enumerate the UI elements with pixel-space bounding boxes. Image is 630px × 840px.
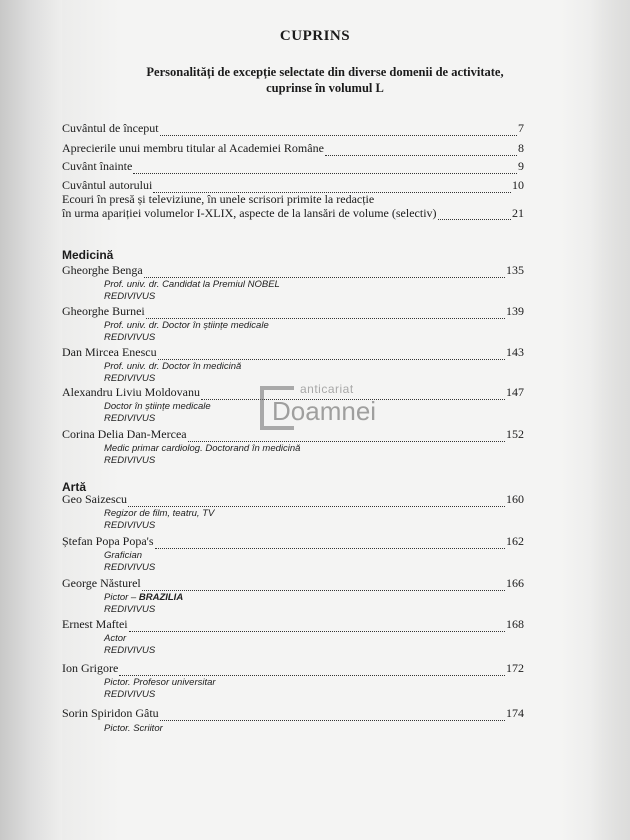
toc-entry-label: Ecouri în presă și televiziune, în unele scrisori primite la redacție — [62, 192, 375, 206]
entry-tag: REDIVIVUS — [104, 604, 156, 615]
toc-page-number: 143 — [506, 345, 524, 359]
leader-dots — [129, 620, 505, 632]
entry-tag: REDIVIVUS — [104, 562, 156, 573]
entry-description: Regizor de film, teatru, TV REDIVIVUS — [104, 508, 215, 531]
toc-page-number: 168 — [506, 617, 524, 631]
toc-entry — [62, 262, 524, 278]
watermark-big-text: Doamnei — [272, 396, 377, 426]
leader-dots — [142, 579, 505, 591]
subtitle-line-1: Personalități de excepție selectate din diverse domenii de activitate, — [146, 65, 504, 79]
toc-page-number: 147 — [506, 385, 524, 399]
toc-page-number: 21 — [512, 206, 524, 220]
leader-dots — [160, 124, 517, 136]
entry-country: BRAZILIA — [138, 592, 184, 603]
toc-entry-label: Sorin Spiridon Gâtu — [62, 706, 159, 720]
toc-entry-label: Cuvântul autorului — [62, 178, 153, 192]
toc-entry-label: în urma apariției volumelor I-XLIX, aspecte de la lansări de volume (selectiv) — [62, 206, 437, 220]
leader-dots — [325, 144, 517, 156]
leader-dots — [158, 348, 505, 360]
toc-entry-label: Alexandru Liviu Moldovanu — [62, 385, 200, 399]
page-title: CUPRINS — [279, 28, 351, 44]
toc-entry — [62, 533, 524, 549]
toc-page-number: 7 — [518, 121, 524, 135]
toc-entry-label: Dan Mircea Enescu — [62, 345, 157, 359]
toc-entry-label: George Năsturel — [62, 576, 141, 590]
toc-entry — [62, 158, 524, 174]
toc-entry-label: Gheorghe Benga — [62, 263, 143, 277]
toc-page-number: 174 — [506, 706, 524, 720]
leader-dots — [160, 709, 505, 721]
leader-dots — [133, 162, 517, 174]
page-edge — [590, 0, 630, 840]
leader-dots — [119, 664, 505, 676]
toc-entry — [62, 491, 524, 507]
entry-description: Pictor – BRAZILIA REDIVIVUS — [104, 592, 184, 615]
entry-tag: REDIVIVUS — [104, 291, 156, 302]
entry-description: Prof. univ. dr. Doctor în medicină REDIVIVUS — [104, 361, 242, 384]
entry-tag: REDIVIVUS — [104, 689, 156, 700]
entry-description: Pictor. Profesor universitar REDIVIVUS — [104, 677, 216, 700]
book-gutter — [0, 0, 62, 840]
toc-entry — [62, 177, 524, 193]
toc-entry — [62, 120, 524, 136]
volume-subtitle — [80, 64, 570, 96]
toc-entry — [62, 344, 524, 360]
entry-description: Actor REDIVIVUS — [104, 633, 156, 656]
toc-entry — [62, 616, 524, 632]
toc-page-number: 152 — [506, 427, 524, 441]
toc-entry-label: Ernest Maftei — [62, 617, 128, 631]
leader-dots — [146, 307, 505, 319]
section-heading-arta: Artă — [62, 480, 87, 494]
toc-page-number: 10 — [512, 178, 524, 192]
leader-dots — [144, 266, 505, 278]
watermark-logo — [260, 378, 400, 438]
toc-entry-label: Ion Grigore — [62, 661, 119, 675]
toc-page-number: 139 — [506, 304, 524, 318]
entry-description: Prof. univ. dr. Candidat la Premiul NOBEL REDIVIVUS — [104, 279, 280, 302]
entry-tag: REDIVIVUS — [104, 332, 156, 343]
toc-page-number: 8 — [518, 141, 524, 155]
entry-description: Prof. univ. dr. Doctor în științe medicale REDIVIVUS — [104, 320, 269, 343]
toc-page-number: 162 — [506, 534, 524, 548]
entry-description: Pictor. Scriitor — [104, 723, 163, 734]
section-heading-medicina: Medicină — [62, 248, 114, 262]
toc-entry-label: Geo Saizescu — [62, 492, 127, 506]
entry-tag: REDIVIVUS — [104, 520, 156, 531]
toc-entry-label: Cuvânt înainte — [62, 159, 133, 173]
toc-entry — [62, 575, 524, 591]
watermark-small-text: anticariat — [300, 382, 354, 396]
toc-entry-label: Aprecierile unui membru titular al Academiei Române — [62, 141, 324, 155]
subtitle-line-2: cuprinse în volumul L — [266, 81, 384, 95]
leader-dots — [155, 537, 506, 549]
leader-dots — [128, 495, 505, 507]
toc-page-number: 166 — [506, 576, 524, 590]
toc-entry-label: Ștefan Popa Popa's — [62, 534, 154, 548]
entry-tag: REDIVIVUS — [104, 413, 156, 424]
toc-page-number: 9 — [518, 159, 524, 173]
toc-entry — [62, 660, 524, 676]
toc-page-number: 172 — [506, 661, 524, 675]
toc-entry — [62, 140, 524, 156]
toc-entry-ecouri — [62, 192, 524, 220]
toc-entry-label: Cuvântul de început — [62, 121, 159, 135]
toc-entry — [62, 303, 524, 319]
entry-tag: REDIVIVUS — [104, 645, 156, 656]
toc-entry-label: Gheorghe Burnei — [62, 304, 145, 318]
entry-description: Grafician REDIVIVUS — [104, 550, 156, 573]
toc-entry — [62, 705, 524, 721]
entry-description: Doctor în științe medicale REDIVIVUS — [104, 401, 211, 424]
toc-page-number: 160 — [506, 492, 524, 506]
entry-description: Medic primar cardiolog. Doctorand în medicină REDIVIVUS — [104, 443, 301, 466]
toc-entry-label: Corina Delia Dan-Mercea — [62, 427, 187, 441]
entry-tag: REDIVIVUS — [104, 373, 156, 384]
toc-page-number: 135 — [506, 263, 524, 277]
entry-tag: REDIVIVUS — [104, 455, 156, 466]
leader-dots — [438, 209, 511, 220]
